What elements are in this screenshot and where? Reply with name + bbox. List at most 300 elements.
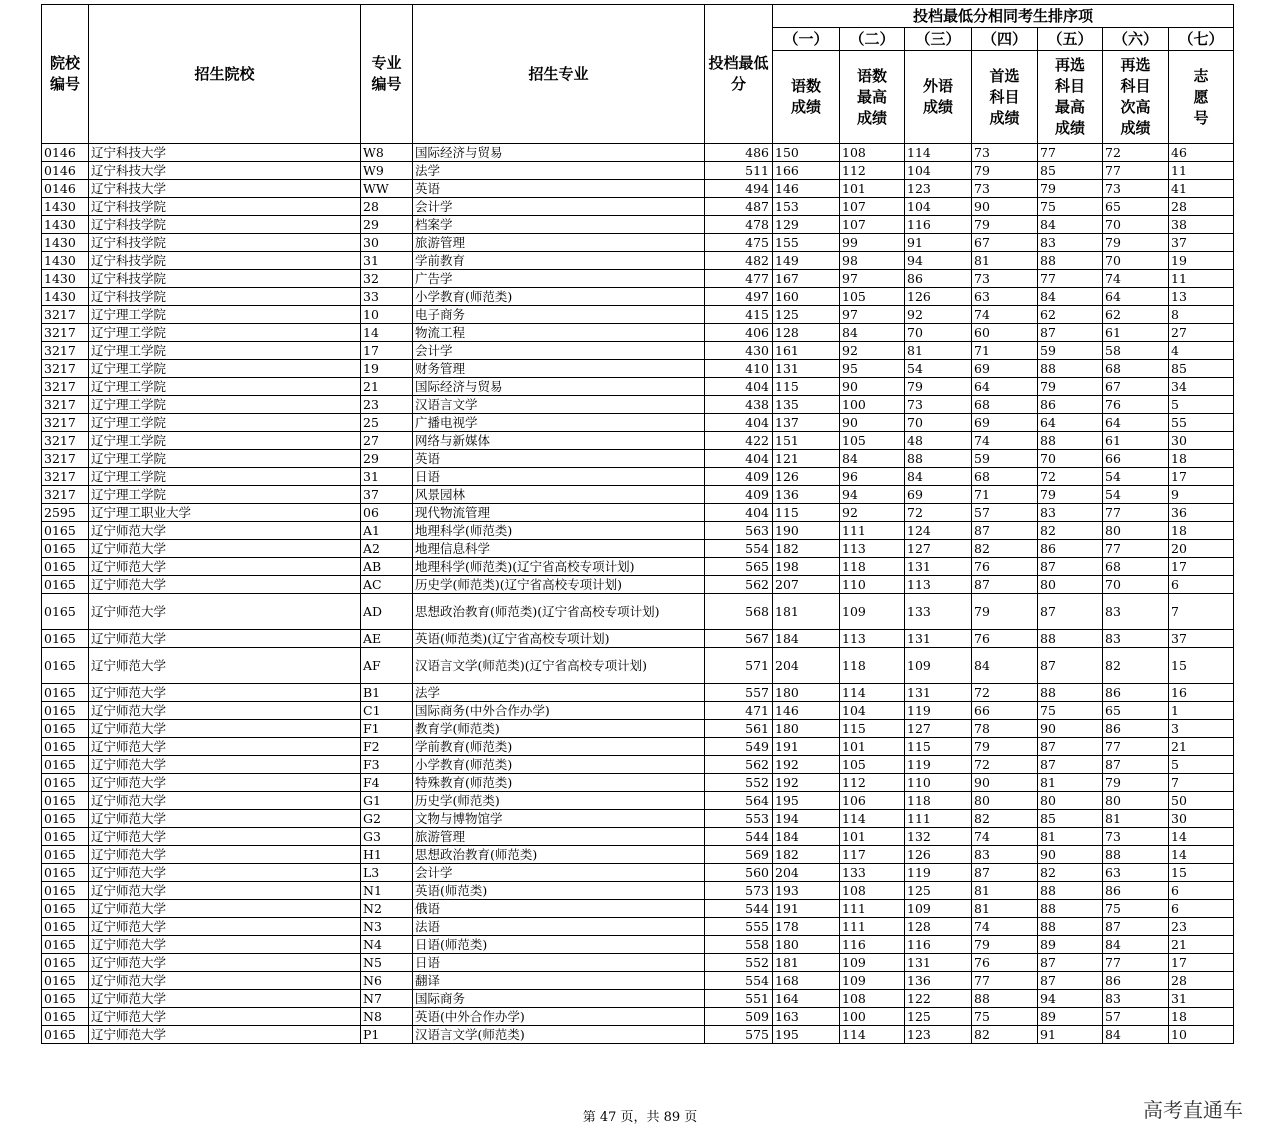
- score-3-cell: 84: [905, 468, 972, 486]
- score-3-cell: 81: [905, 342, 972, 360]
- order-label-4: （四）: [972, 28, 1038, 51]
- score-6-cell: 79: [1103, 234, 1169, 252]
- major-name-cell: 地理信息科学: [413, 540, 705, 558]
- min-score-cell: 497: [705, 288, 773, 306]
- major-code-cell: AB: [361, 558, 413, 576]
- min-score-cell: 544: [705, 828, 773, 846]
- score-7-cell: 50: [1169, 792, 1234, 810]
- major-code-cell: 28: [361, 198, 413, 216]
- score-7-cell: 18: [1169, 450, 1234, 468]
- score-3-cell: 88: [905, 450, 972, 468]
- score-4-cell: 81: [972, 900, 1038, 918]
- major-name-cell: 风景园林: [413, 486, 705, 504]
- score-6-cell: 70: [1103, 252, 1169, 270]
- score-4-cell: 88: [972, 990, 1038, 1008]
- major-code-cell: AC: [361, 576, 413, 594]
- school-name-cell: 辽宁师范大学: [89, 810, 361, 828]
- school-code-cell: 0165: [42, 738, 89, 756]
- min-score-cell: 486: [705, 144, 773, 162]
- score-4-cell: 76: [972, 954, 1038, 972]
- min-score-cell: 544: [705, 900, 773, 918]
- min-score-cell: 567: [705, 630, 773, 648]
- major-code-cell: 27: [361, 432, 413, 450]
- major-name-cell: 旅游管理: [413, 828, 705, 846]
- min-score-cell: 478: [705, 216, 773, 234]
- min-score-cell: 404: [705, 450, 773, 468]
- major-code-cell: 06: [361, 504, 413, 522]
- school-code-cell: 3217: [42, 486, 89, 504]
- score-2-cell: 111: [840, 918, 905, 936]
- score-2-cell: 117: [840, 846, 905, 864]
- score-7-cell: 41: [1169, 180, 1234, 198]
- score-6-cell: 79: [1103, 774, 1169, 792]
- school-code-cell: 1430: [42, 252, 89, 270]
- school-name-cell: 辽宁师范大学: [89, 522, 361, 540]
- school-name-cell: 辽宁师范大学: [89, 954, 361, 972]
- major-name-cell: 档案学: [413, 216, 705, 234]
- score-6-cell: 84: [1103, 1026, 1169, 1044]
- header-school-code: 院校编号: [42, 5, 89, 144]
- major-code-cell: C1: [361, 702, 413, 720]
- score-4-cell: 66: [972, 702, 1038, 720]
- score-6-cell: 68: [1103, 360, 1169, 378]
- score-1-cell: 178: [773, 918, 840, 936]
- score-5-cell: 64: [1038, 414, 1103, 432]
- score-4-cell: 79: [972, 162, 1038, 180]
- score-1-cell: 153: [773, 198, 840, 216]
- score-7-cell: 6: [1169, 576, 1234, 594]
- score-5-cell: 89: [1038, 1008, 1103, 1026]
- school-code-cell: 2595: [42, 504, 89, 522]
- school-name-cell: 辽宁科技学院: [89, 198, 361, 216]
- school-code-cell: 3217: [42, 378, 89, 396]
- major-code-cell: G2: [361, 810, 413, 828]
- score-4-cell: 69: [972, 360, 1038, 378]
- score-6-cell: 72: [1103, 144, 1169, 162]
- min-score-cell: 562: [705, 576, 773, 594]
- score-7-cell: 6: [1169, 900, 1234, 918]
- order-item-5: 再选科目最高成绩: [1038, 51, 1103, 144]
- school-name-cell: 辽宁师范大学: [89, 900, 361, 918]
- major-name-cell: 小学教育(师范类): [413, 756, 705, 774]
- school-name-cell: 辽宁师范大学: [89, 774, 361, 792]
- table-row: [42, 306, 1234, 324]
- score-6-cell: 77: [1103, 738, 1169, 756]
- score-2-cell: 107: [840, 216, 905, 234]
- score-2-cell: 95: [840, 360, 905, 378]
- score-7-cell: 85: [1169, 360, 1234, 378]
- score-2-cell: 101: [840, 738, 905, 756]
- score-1-cell: 181: [773, 594, 840, 630]
- min-score-cell: 549: [705, 738, 773, 756]
- major-name-cell: 地理科学(师范类)(辽宁省高校专项计划): [413, 558, 705, 576]
- school-name-cell: 辽宁科技学院: [89, 288, 361, 306]
- score-5-cell: 79: [1038, 180, 1103, 198]
- score-7-cell: 15: [1169, 648, 1234, 684]
- score-2-cell: 114: [840, 1026, 905, 1044]
- score-6-cell: 77: [1103, 504, 1169, 522]
- table-row: [42, 234, 1234, 252]
- score-7-cell: 28: [1169, 972, 1234, 990]
- score-4-cell: 71: [972, 342, 1038, 360]
- score-6-cell: 54: [1103, 468, 1169, 486]
- table-row: [42, 630, 1234, 648]
- min-score-cell: 406: [705, 324, 773, 342]
- major-code-cell: F4: [361, 774, 413, 792]
- major-name-cell: 国际经济与贸易: [413, 378, 705, 396]
- score-1-cell: 195: [773, 792, 840, 810]
- major-name-cell: 俄语: [413, 900, 705, 918]
- score-7-cell: 21: [1169, 936, 1234, 954]
- score-1-cell: 136: [773, 486, 840, 504]
- score-4-cell: 79: [972, 738, 1038, 756]
- major-code-cell: N2: [361, 900, 413, 918]
- min-score-cell: 438: [705, 396, 773, 414]
- score-7-cell: 8: [1169, 306, 1234, 324]
- school-name-cell: 辽宁师范大学: [89, 1026, 361, 1044]
- major-name-cell: 财务管理: [413, 360, 705, 378]
- score-5-cell: 79: [1038, 486, 1103, 504]
- score-6-cell: 54: [1103, 486, 1169, 504]
- score-7-cell: 9: [1169, 486, 1234, 504]
- min-score-cell: 409: [705, 468, 773, 486]
- table-row: [42, 540, 1234, 558]
- score-4-cell: 74: [972, 828, 1038, 846]
- score-3-cell: 127: [905, 720, 972, 738]
- score-6-cell: 57: [1103, 1008, 1169, 1026]
- major-code-cell: P1: [361, 1026, 413, 1044]
- score-3-cell: 131: [905, 558, 972, 576]
- score-1-cell: 190: [773, 522, 840, 540]
- score-5-cell: 87: [1038, 738, 1103, 756]
- order-label-5: （五）: [1038, 28, 1103, 51]
- major-code-cell: F1: [361, 720, 413, 738]
- table-row: [42, 882, 1234, 900]
- score-7-cell: 30: [1169, 810, 1234, 828]
- score-6-cell: 83: [1103, 630, 1169, 648]
- score-5-cell: 85: [1038, 162, 1103, 180]
- major-name-cell: 物流工程: [413, 324, 705, 342]
- major-code-cell: A2: [361, 540, 413, 558]
- score-3-cell: 131: [905, 684, 972, 702]
- school-name-cell: 辽宁师范大学: [89, 594, 361, 630]
- score-7-cell: 5: [1169, 756, 1234, 774]
- table-row: [42, 990, 1234, 1008]
- score-1-cell: 180: [773, 936, 840, 954]
- score-1-cell: 180: [773, 720, 840, 738]
- score-5-cell: 80: [1038, 576, 1103, 594]
- school-name-cell: 辽宁理工学院: [89, 486, 361, 504]
- school-name-cell: 辽宁科技大学: [89, 180, 361, 198]
- school-name-cell: 辽宁理工学院: [89, 324, 361, 342]
- score-7-cell: 17: [1169, 468, 1234, 486]
- score-7-cell: 14: [1169, 828, 1234, 846]
- min-score-cell: 568: [705, 594, 773, 630]
- score-5-cell: 86: [1038, 396, 1103, 414]
- min-score-cell: 573: [705, 882, 773, 900]
- school-name-cell: 辽宁师范大学: [89, 936, 361, 954]
- score-2-cell: 118: [840, 558, 905, 576]
- major-code-cell: 19: [361, 360, 413, 378]
- min-score-cell: 475: [705, 234, 773, 252]
- major-code-cell: H1: [361, 846, 413, 864]
- score-1-cell: 126: [773, 468, 840, 486]
- table-row: [42, 864, 1234, 882]
- major-name-cell: 学前教育: [413, 252, 705, 270]
- score-6-cell: 83: [1103, 594, 1169, 630]
- score-6-cell: 64: [1103, 288, 1169, 306]
- min-score-cell: 569: [705, 846, 773, 864]
- school-code-cell: 0165: [42, 594, 89, 630]
- score-5-cell: 72: [1038, 468, 1103, 486]
- min-score-cell: 410: [705, 360, 773, 378]
- score-5-cell: 81: [1038, 774, 1103, 792]
- score-2-cell: 94: [840, 486, 905, 504]
- min-score-cell: 404: [705, 414, 773, 432]
- score-4-cell: 84: [972, 648, 1038, 684]
- school-code-cell: 0165: [42, 684, 89, 702]
- table-row: [42, 846, 1234, 864]
- school-name-cell: 辽宁科技学院: [89, 252, 361, 270]
- major-code-cell: N3: [361, 918, 413, 936]
- school-name-cell: 辽宁师范大学: [89, 648, 361, 684]
- score-5-cell: 83: [1038, 234, 1103, 252]
- school-name-cell: 辽宁师范大学: [89, 756, 361, 774]
- score-6-cell: 65: [1103, 702, 1169, 720]
- table-row: [42, 162, 1234, 180]
- major-code-cell: G1: [361, 792, 413, 810]
- score-5-cell: 87: [1038, 954, 1103, 972]
- score-6-cell: 61: [1103, 432, 1169, 450]
- score-3-cell: 72: [905, 504, 972, 522]
- page-number: 第 47 页，共 89 页: [582, 1110, 698, 1125]
- score-1-cell: 181: [773, 954, 840, 972]
- table-row: [42, 774, 1234, 792]
- score-5-cell: 88: [1038, 684, 1103, 702]
- table-row: [42, 972, 1234, 990]
- school-code-cell: 0165: [42, 918, 89, 936]
- major-code-cell: AD: [361, 594, 413, 630]
- table-row: [42, 432, 1234, 450]
- school-name-cell: 辽宁科技学院: [89, 270, 361, 288]
- score-4-cell: 74: [972, 918, 1038, 936]
- score-6-cell: 88: [1103, 846, 1169, 864]
- table-row: [42, 396, 1234, 414]
- score-2-cell: 112: [840, 162, 905, 180]
- score-4-cell: 74: [972, 432, 1038, 450]
- score-4-cell: 72: [972, 684, 1038, 702]
- school-code-cell: 0165: [42, 720, 89, 738]
- table-row: [42, 288, 1234, 306]
- major-code-cell: 33: [361, 288, 413, 306]
- major-code-cell: 10: [361, 306, 413, 324]
- score-7-cell: 5: [1169, 396, 1234, 414]
- school-code-cell: 0165: [42, 756, 89, 774]
- score-4-cell: 83: [972, 846, 1038, 864]
- score-2-cell: 111: [840, 522, 905, 540]
- score-4-cell: 90: [972, 198, 1038, 216]
- min-score-cell: 482: [705, 252, 773, 270]
- table-row: [42, 918, 1234, 936]
- school-code-cell: 0165: [42, 954, 89, 972]
- min-score-cell: 511: [705, 162, 773, 180]
- min-score-cell: 404: [705, 504, 773, 522]
- score-7-cell: 18: [1169, 522, 1234, 540]
- min-score-cell: 471: [705, 702, 773, 720]
- major-name-cell: 法学: [413, 162, 705, 180]
- major-code-cell: N8: [361, 1008, 413, 1026]
- school-name-cell: 辽宁理工学院: [89, 468, 361, 486]
- major-name-cell: 英语: [413, 180, 705, 198]
- score-5-cell: 62: [1038, 306, 1103, 324]
- score-3-cell: 70: [905, 324, 972, 342]
- order-label-6: （六）: [1103, 28, 1169, 51]
- score-1-cell: 191: [773, 900, 840, 918]
- score-5-cell: 77: [1038, 144, 1103, 162]
- score-3-cell: 127: [905, 540, 972, 558]
- score-4-cell: 59: [972, 450, 1038, 468]
- score-3-cell: 109: [905, 900, 972, 918]
- min-score-cell: 509: [705, 1008, 773, 1026]
- major-name-cell: 国际经济与贸易: [413, 144, 705, 162]
- header-major: 招生专业: [413, 5, 705, 144]
- school-name-cell: 辽宁师范大学: [89, 882, 361, 900]
- order-label-1: （一）: [773, 28, 840, 51]
- major-name-cell: 文物与博物馆学: [413, 810, 705, 828]
- score-2-cell: 115: [840, 720, 905, 738]
- major-code-cell: 17: [361, 342, 413, 360]
- major-code-cell: 32: [361, 270, 413, 288]
- score-4-cell: 60: [972, 324, 1038, 342]
- school-name-cell: 辽宁师范大学: [89, 558, 361, 576]
- score-5-cell: 87: [1038, 648, 1103, 684]
- score-3-cell: 92: [905, 306, 972, 324]
- min-score-cell: 560: [705, 864, 773, 882]
- min-score-cell: 404: [705, 378, 773, 396]
- min-score-cell: 551: [705, 990, 773, 1008]
- score-6-cell: 77: [1103, 162, 1169, 180]
- school-name-cell: 辽宁理工学院: [89, 432, 361, 450]
- score-2-cell: 105: [840, 288, 905, 306]
- score-1-cell: 160: [773, 288, 840, 306]
- score-4-cell: 87: [972, 522, 1038, 540]
- min-score-cell: 552: [705, 954, 773, 972]
- school-code-cell: 3217: [42, 306, 89, 324]
- min-score-cell: 422: [705, 432, 773, 450]
- school-name-cell: 辽宁科技大学: [89, 144, 361, 162]
- score-3-cell: 126: [905, 288, 972, 306]
- score-2-cell: 113: [840, 630, 905, 648]
- score-3-cell: 132: [905, 828, 972, 846]
- score-5-cell: 88: [1038, 900, 1103, 918]
- score-4-cell: 75: [972, 1008, 1038, 1026]
- score-1-cell: 146: [773, 702, 840, 720]
- major-name-cell: 国际商务(中外合作办学): [413, 702, 705, 720]
- score-5-cell: 83: [1038, 504, 1103, 522]
- major-name-cell: 历史学(师范类): [413, 792, 705, 810]
- score-7-cell: 4: [1169, 342, 1234, 360]
- score-4-cell: 73: [972, 144, 1038, 162]
- score-2-cell: 118: [840, 648, 905, 684]
- score-1-cell: 192: [773, 774, 840, 792]
- table-row: [42, 486, 1234, 504]
- score-5-cell: 90: [1038, 720, 1103, 738]
- score-2-cell: 112: [840, 774, 905, 792]
- score-2-cell: 97: [840, 270, 905, 288]
- major-code-cell: AE: [361, 630, 413, 648]
- table-row: [42, 594, 1234, 630]
- table-row: [42, 414, 1234, 432]
- score-5-cell: 81: [1038, 828, 1103, 846]
- min-score-cell: 563: [705, 522, 773, 540]
- score-3-cell: 91: [905, 234, 972, 252]
- major-name-cell: 学前教育(师范类): [413, 738, 705, 756]
- score-3-cell: 131: [905, 630, 972, 648]
- school-name-cell: 辽宁理工职业大学: [89, 504, 361, 522]
- score-6-cell: 76: [1103, 396, 1169, 414]
- major-code-cell: 14: [361, 324, 413, 342]
- table-row: [42, 198, 1234, 216]
- score-7-cell: 6: [1169, 882, 1234, 900]
- score-2-cell: 109: [840, 954, 905, 972]
- order-item-4: 首选科目成绩: [972, 51, 1038, 144]
- score-3-cell: 125: [905, 1008, 972, 1026]
- score-5-cell: 88: [1038, 918, 1103, 936]
- table-row: [42, 648, 1234, 684]
- score-1-cell: 135: [773, 396, 840, 414]
- school-name-cell: 辽宁师范大学: [89, 846, 361, 864]
- major-code-cell: 31: [361, 252, 413, 270]
- score-1-cell: 115: [773, 378, 840, 396]
- score-5-cell: 87: [1038, 558, 1103, 576]
- header-min-score: 投档最低分: [705, 5, 773, 144]
- table-row: [42, 270, 1234, 288]
- score-4-cell: 57: [972, 504, 1038, 522]
- score-6-cell: 74: [1103, 270, 1169, 288]
- major-name-cell: 小学教育(师范类): [413, 288, 705, 306]
- min-score-cell: 571: [705, 648, 773, 684]
- major-code-cell: F3: [361, 756, 413, 774]
- school-code-cell: 0165: [42, 1008, 89, 1026]
- score-1-cell: 146: [773, 180, 840, 198]
- score-7-cell: 11: [1169, 162, 1234, 180]
- score-3-cell: 126: [905, 846, 972, 864]
- score-2-cell: 109: [840, 972, 905, 990]
- score-1-cell: 184: [773, 828, 840, 846]
- school-code-cell: 0165: [42, 810, 89, 828]
- major-name-cell: 思想政治教育(师范类)(辽宁省高校专项计划): [413, 594, 705, 630]
- major-name-cell: 法语: [413, 918, 705, 936]
- score-1-cell: 151: [773, 432, 840, 450]
- header-school: 招生院校: [89, 5, 361, 144]
- school-code-cell: 1430: [42, 198, 89, 216]
- score-4-cell: 79: [972, 216, 1038, 234]
- score-3-cell: 131: [905, 954, 972, 972]
- min-score-cell: 555: [705, 918, 773, 936]
- score-6-cell: 61: [1103, 324, 1169, 342]
- score-7-cell: 19: [1169, 252, 1234, 270]
- school-code-cell: 0146: [42, 144, 89, 162]
- score-7-cell: 21: [1169, 738, 1234, 756]
- major-name-cell: 历史学(师范类)(辽宁省高校专项计划): [413, 576, 705, 594]
- score-3-cell: 70: [905, 414, 972, 432]
- score-5-cell: 87: [1038, 594, 1103, 630]
- score-7-cell: 1: [1169, 702, 1234, 720]
- school-name-cell: 辽宁师范大学: [89, 720, 361, 738]
- score-4-cell: 90: [972, 774, 1038, 792]
- major-code-cell: N1: [361, 882, 413, 900]
- score-6-cell: 80: [1103, 792, 1169, 810]
